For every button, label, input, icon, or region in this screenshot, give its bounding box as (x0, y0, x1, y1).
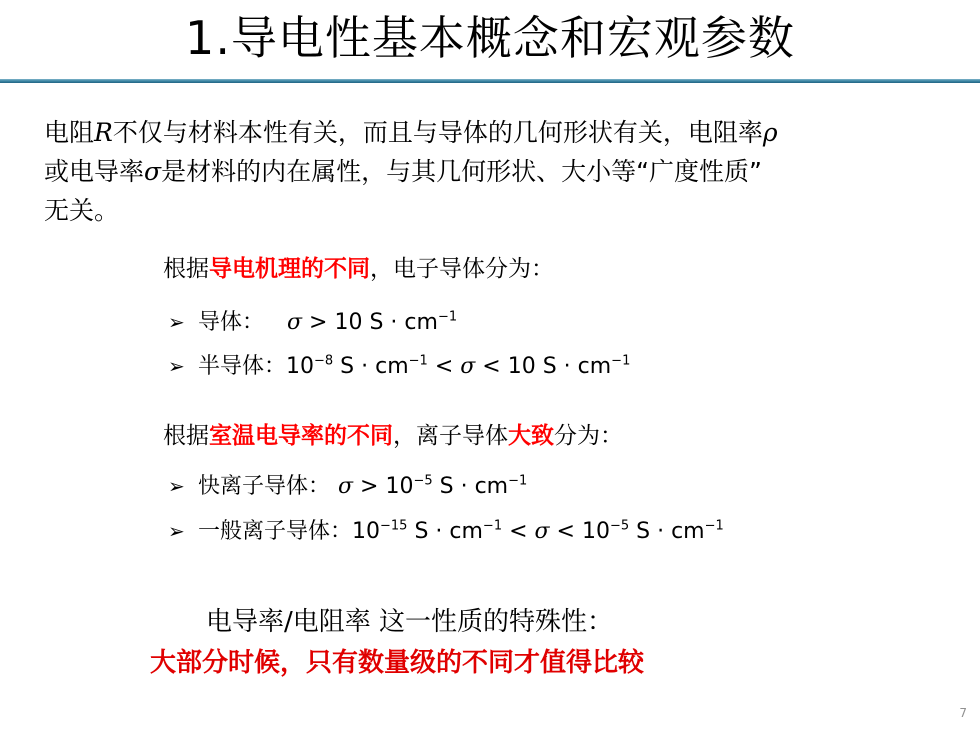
electronic-heading-emphasis: 导电机理的不同 (209, 256, 370, 282)
bullet-general-ion-conductor: ➢ 一般离子导体：$10^{-15}$ $S \cdot cm^{-1} < \sigma < 10^{-5}$ $S \cdot cm^{-1}$ (168, 515, 724, 548)
bullet-conductor: ➢ 导体： σ > 10 $S \cdot cm^{-1}$ (168, 306, 457, 339)
intro-paragraph (44, 113, 944, 230)
symbol-R: R (94, 118, 113, 147)
arrow-bullet-icon: ➢ (168, 354, 185, 378)
footer-emphasis: 大部分时候，只有数量级的不同才值得比较 (150, 648, 645, 678)
bullet-semiconductor: ➢ 半导体：$10^{-8}$ $S \cdot cm^{-1} < \sigma < 10$ $S \cdot cm^{-1}$ (168, 350, 630, 383)
page-number: 7 (959, 706, 967, 720)
electronic-heading: 根据导电机理的不同，电子导体分为： (163, 256, 554, 282)
intro-line-2: 或电导率σ是材料的内在属性，与其几何形状、大小等“广度性质” (44, 157, 762, 186)
slide-title: 1.导电性基本概念和宏观参数 (185, 11, 795, 65)
symbol-sigma: σ (144, 157, 162, 186)
bullet-fast-ion-conductor: ➢ 快离子导体： $\sigma > 10^{-5}$ $S \cdot cm^{-1}$ (168, 470, 527, 503)
footer-note: 电导率/电阻率 这一性质的特殊性： (206, 607, 614, 637)
arrow-bullet-icon: ➢ (168, 519, 185, 543)
ionic-heading: 根据室温电导率的不同，离子导体大致分为： (163, 423, 623, 449)
arrow-bullet-icon: ➢ (168, 474, 185, 498)
intro-line-1: 电阻R不仅与材料本性有关，而且与导体的几何形状有关，电阻率ρ (44, 118, 778, 147)
ionic-heading-emphasis-2: 大致 (508, 423, 554, 449)
symbol-rho: ρ (762, 118, 778, 147)
arrow-bullet-icon: ➢ (168, 310, 185, 334)
title-underline (0, 79, 980, 83)
intro-line-3: 无关。 (44, 196, 120, 225)
ionic-heading-emphasis: 室温电导率的不同 (209, 423, 393, 449)
